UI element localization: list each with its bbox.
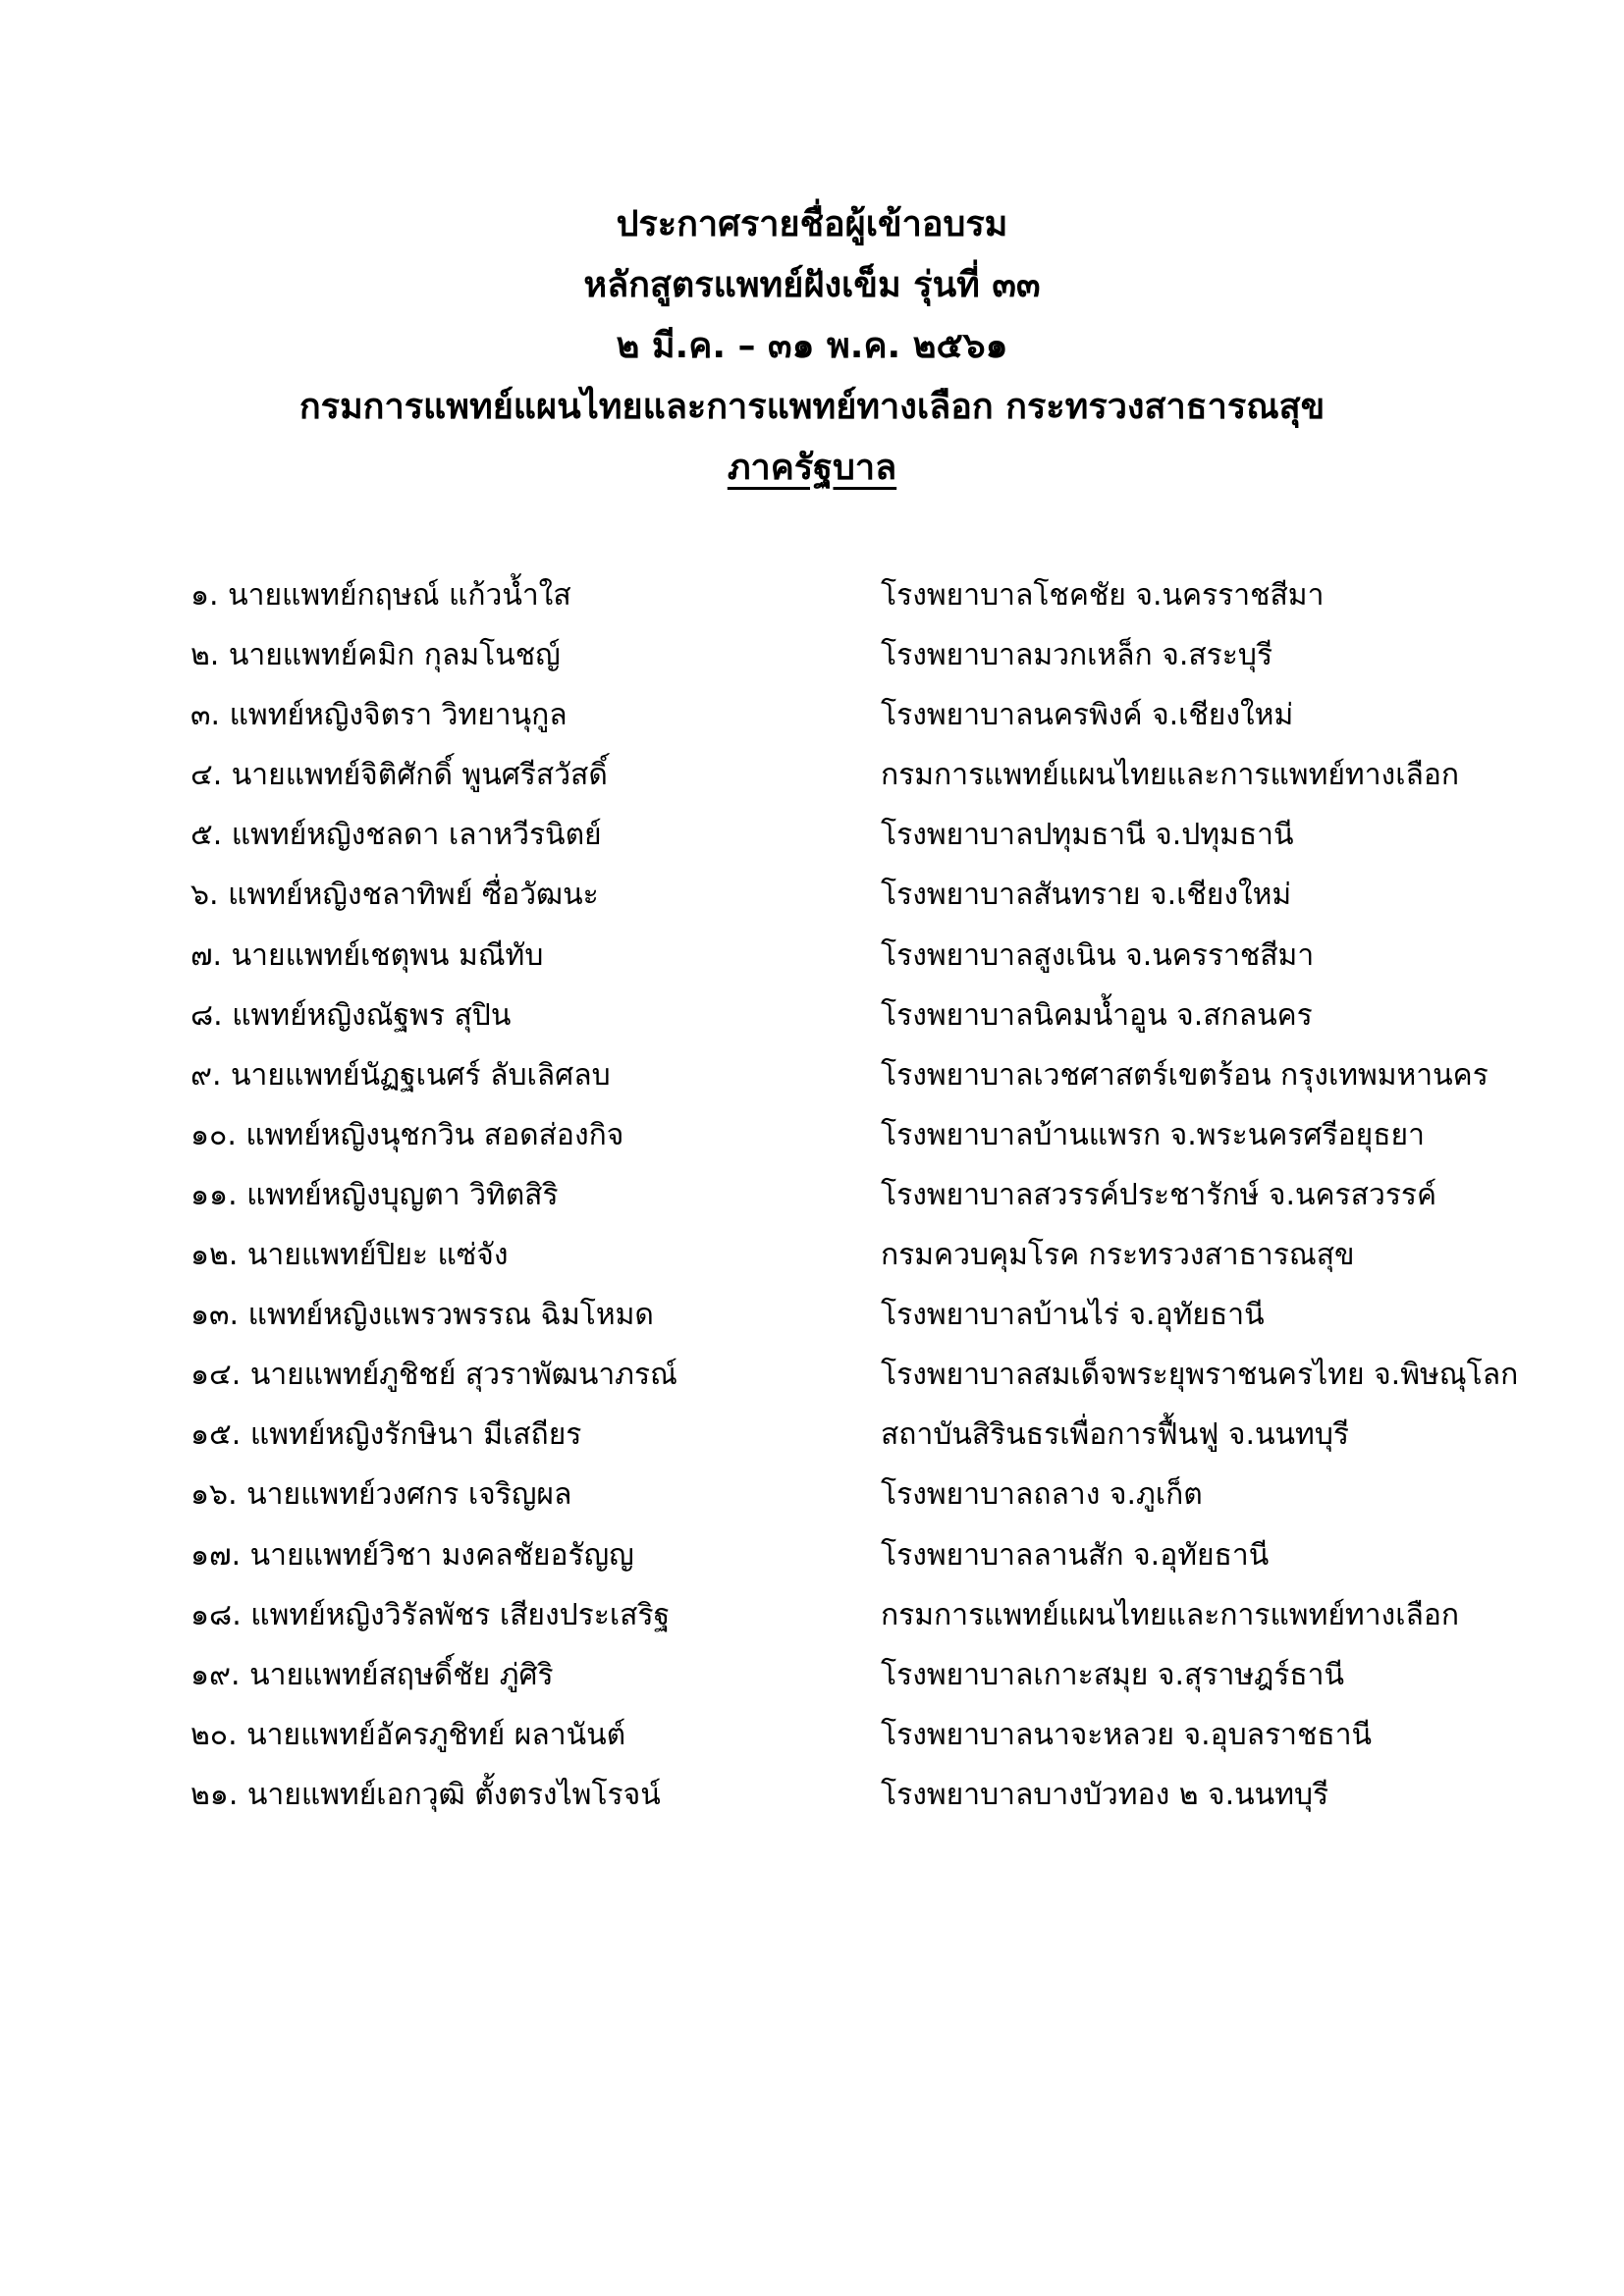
list-item	[190, 926, 1565, 986]
participant-organization: โรงพยาบาลเวชศาสตร์เขตร้อน กรุงเทพมหานคร	[881, 1057, 1489, 1093]
participant-name: ๘. แพทย์หญิงณัฐพร สุปิน	[190, 997, 512, 1033]
participant-organization: โรงพยาบาลบางบัวทอง ๒ จ.นนทบุรี	[881, 1777, 1329, 1812]
participant-name: ๔. นายแพทย์จิติศักดิ์ พูนศรีสวัสดิ์	[190, 758, 608, 793]
participant-name: ๒๐. นายแพทย์อัครภูชิทย์ ผลานันต์	[190, 1717, 626, 1752]
list-item	[190, 1345, 1565, 1405]
participant-organization: กรมการแพทย์แผนไทยและการแพทย์ทางเลือก	[881, 758, 1460, 793]
participant-name: ๑๒. นายแพทย์ปิยะ แซ่จัง	[190, 1238, 509, 1273]
list-item	[190, 1525, 1565, 1585]
participant-organization: โรงพยาบาลนาจะหลวย จ.อุบลราชธานี	[881, 1717, 1373, 1752]
participant-organization: กรมควบคุมโรค กระทรวงสาธารณสุข	[881, 1238, 1355, 1273]
participant-organization: โรงพยาบาลมวกเหล็ก จ.สระบุรี	[881, 638, 1273, 673]
list-item	[190, 1645, 1565, 1705]
participant-name: ๑๑. แพทย์หญิงบุญตา วิทิตสิริ	[190, 1177, 559, 1212]
participant-organization: โรงพยาบาลบ้านแพรก จ.พระนครศรีอยุธยา	[881, 1117, 1425, 1152]
participant-name: ๖. แพทย์หญิงชลาทิพย์ ซื่อวัฒนะ	[190, 878, 599, 913]
course-dates: ๒ มี.ค. – ๓๑ พ.ค. ๒๕๖๑	[616, 326, 1008, 366]
list-item	[190, 745, 1565, 805]
participant-name: ๑๘. แพทย์หญิงวิรัลพัชร เสียงประเสริฐ	[190, 1597, 671, 1632]
participant-name: ๓. แพทย์หญิงจิตรา วิทยานุกูล	[190, 698, 568, 733]
participant-organization: โรงพยาบาลปทุมธานี จ.ปทุมธานี	[881, 818, 1294, 853]
participant-organization: กรมการแพทย์แผนไทยและการแพทย์ทางเลือก	[881, 1597, 1460, 1632]
list-item	[190, 1765, 1565, 1825]
section-heading-text: ภาครัฐบาล	[727, 448, 897, 488]
list-item	[190, 1705, 1565, 1765]
participant-name: ๑๓. แพทย์หญิงแพรวพรรณ ฉิมโหมด	[190, 1298, 654, 1333]
participant-name: ๑๙. นายแพทย์สฤษดิ์ชัย ภู่ศิริ	[190, 1657, 554, 1692]
section-heading	[0, 438, 1624, 499]
participant-organization: สถาบันสิรินธรเพื่อการฟื้นฟู จ.นนทบุรี	[881, 1417, 1349, 1453]
participant-name: ๑๖. นายแพทย์วงศกร เจริญผล	[190, 1477, 572, 1513]
organizer: กรมการแพทย์แผนไทยและการแพทย์ทางเลือก กระทรวงสาธารณสุข	[298, 387, 1326, 427]
announcement-header	[0, 194, 1624, 499]
list-item	[190, 986, 1565, 1045]
list-item	[190, 1585, 1565, 1645]
participant-organization: โรงพยาบาลสมเด็จพระยุพราชนครไทย จ.พิษณุโลก	[881, 1358, 1519, 1393]
list-item	[190, 1465, 1565, 1524]
participant-name: ๙. นายแพทย์นัฏฐเนศร์ ลับเลิศลบ	[190, 1057, 611, 1093]
participant-organization: โรงพยาบาลโชคชัย จ.นครราชสีมา	[881, 578, 1325, 613]
list-item	[190, 1165, 1565, 1225]
participant-organization: โรงพยาบาลลานสัก จ.อุทัยธานี	[881, 1537, 1270, 1573]
participant-name: ๑๐. แพทย์หญิงนุชกวิน สอดส่องกิจ	[190, 1117, 624, 1152]
participant-name: ๒๑. นายแพทย์เอกวุฒิ ตั้งตรงไพโรจน์	[190, 1777, 661, 1812]
list-item	[190, 1105, 1565, 1165]
course-title: หลักสูตรแพทย์ฝังเข็ม รุ่นที่ ๓๓	[583, 265, 1041, 305]
list-item	[190, 1225, 1565, 1285]
participant-organization: โรงพยาบาลเกาะสมุย จ.สุราษฎร์ธานี	[881, 1657, 1345, 1692]
participant-name: ๑. นายแพทย์กฤษณ์ แก้วน้ำใส	[190, 578, 571, 613]
list-item	[190, 565, 1565, 625]
participant-organization: โรงพยาบาลสวรรค์ประชารักษ์ จ.นครสวรรค์	[881, 1177, 1437, 1212]
participant-name: ๕. แพทย์หญิงชลดา เลาหวีรนิตย์	[190, 818, 602, 853]
participant-name: ๑๕. แพทย์หญิงรักษินา มีเสถียร	[190, 1417, 582, 1453]
participant-name: ๑๗. นายแพทย์วิชา มงคลชัยอรัญญ	[190, 1537, 634, 1573]
list-item	[190, 865, 1565, 925]
list-item	[190, 805, 1565, 865]
participant-name: ๒. นายแพทย์คมิก กุลมโนชญ์	[190, 638, 561, 673]
list-item	[190, 685, 1565, 745]
participant-organization: โรงพยาบาลนครพิงค์ จ.เชียงใหม่	[881, 698, 1294, 733]
list-item	[190, 1045, 1565, 1105]
participant-list	[190, 565, 1565, 1825]
participant-organization: โรงพยาบาลนิคมน้ำอูน จ.สกลนคร	[881, 997, 1313, 1033]
participant-organization: โรงพยาบาลถลาง จ.ภูเก็ต	[881, 1477, 1203, 1513]
participant-name: ๗. นายแพทย์เชตุพน มณีทับ	[190, 937, 544, 973]
participant-organization: โรงพยาบาลสูงเนิน จ.นครราชสีมา	[881, 937, 1315, 973]
list-item	[190, 1405, 1565, 1465]
announcement-title: ประกาศรายชื่อผู้เข้าอบรม	[616, 204, 1008, 244]
participant-organization: โรงพยาบาลสันทราย จ.เชียงใหม่	[881, 878, 1292, 913]
list-item	[190, 1285, 1565, 1345]
list-item	[190, 625, 1565, 685]
participant-name: ๑๔. นายแพทย์ภูชิชย์ สุวราพัฒนาภรณ์	[190, 1358, 677, 1393]
participant-organization: โรงพยาบาลบ้านไร่ จ.อุทัยธานี	[881, 1298, 1265, 1333]
